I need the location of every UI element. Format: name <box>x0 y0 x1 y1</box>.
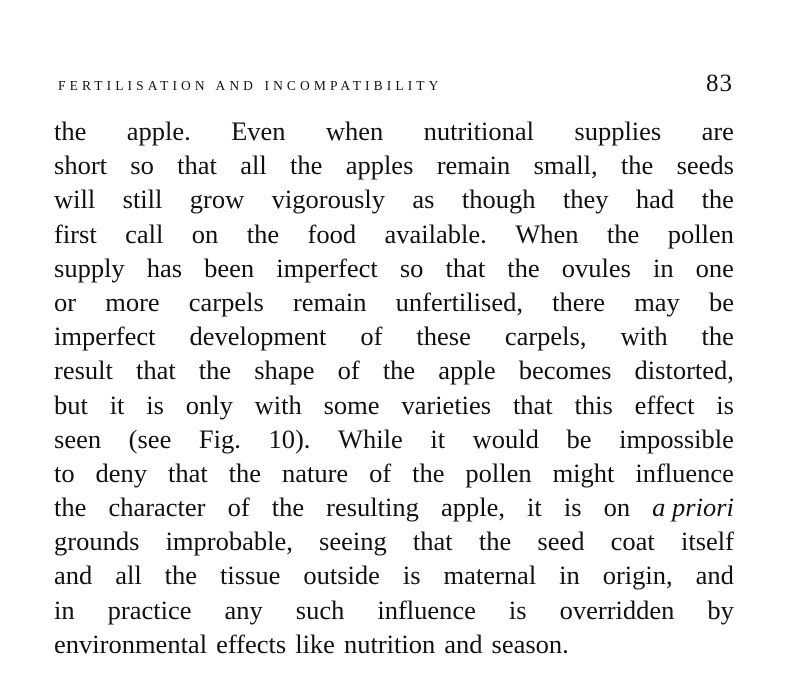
text-line <box>54 251 734 285</box>
word: the <box>412 457 445 488</box>
running-head <box>58 66 733 98</box>
word: when <box>325 116 384 146</box>
word: short <box>54 150 107 181</box>
text-line <box>54 593 734 627</box>
word: distorted, <box>634 355 734 386</box>
word: of <box>227 492 250 523</box>
word: that <box>412 526 453 557</box>
word: that <box>445 252 486 283</box>
word: and <box>444 628 483 659</box>
word: overridden <box>559 594 675 625</box>
text-line <box>54 182 734 216</box>
word: is <box>508 594 527 625</box>
text-line <box>54 319 734 353</box>
word: the <box>54 492 87 523</box>
word: be <box>566 423 592 454</box>
text-line <box>54 558 734 592</box>
word: one <box>695 252 734 283</box>
word: but <box>54 389 88 420</box>
text-line <box>54 353 734 387</box>
word: that <box>167 457 208 488</box>
word: grow <box>189 184 245 215</box>
word: the <box>290 150 323 181</box>
word: varieties <box>401 389 492 420</box>
word: with <box>620 321 668 352</box>
word: that <box>512 389 553 420</box>
text-line <box>54 148 734 182</box>
body-paragraph <box>54 114 734 661</box>
word: may <box>634 286 680 317</box>
word: origin, <box>602 560 673 591</box>
word: development <box>189 321 327 352</box>
word: any <box>224 594 263 625</box>
word: apple <box>438 355 496 386</box>
word: the <box>246 218 280 249</box>
word: so <box>399 252 424 283</box>
text-line <box>54 490 734 524</box>
word: grounds <box>54 526 140 557</box>
word: is <box>563 492 582 523</box>
word: tissue <box>220 560 281 591</box>
word: the <box>507 252 540 283</box>
word: seen <box>54 423 102 454</box>
word: the <box>620 150 654 181</box>
word: will <box>54 184 96 215</box>
word: in <box>54 594 75 625</box>
text-line <box>54 388 734 422</box>
word: the <box>271 492 305 523</box>
word: is <box>402 560 421 591</box>
word: seeing <box>319 526 387 557</box>
word: apples <box>345 150 414 181</box>
word: has <box>146 252 183 283</box>
word: would <box>472 423 539 454</box>
word: deny <box>95 457 148 488</box>
word: shape <box>254 355 315 386</box>
word: becomes <box>518 355 612 386</box>
word: or <box>54 286 77 317</box>
word: While <box>338 423 403 454</box>
word: all <box>240 150 267 181</box>
word: still <box>122 184 163 215</box>
word: by <box>707 594 734 625</box>
word: remain <box>436 150 511 181</box>
word: outside <box>303 560 380 591</box>
word: carpels <box>188 286 264 317</box>
word: that <box>135 355 176 386</box>
word: these <box>416 321 471 352</box>
word: had <box>635 184 675 215</box>
word: as <box>412 184 435 215</box>
word: are <box>701 116 734 146</box>
word: of <box>360 321 383 352</box>
word: apple, <box>440 492 505 523</box>
word: When <box>515 218 579 249</box>
word: small, <box>533 150 598 181</box>
word: the <box>382 355 416 386</box>
text-line <box>54 456 734 490</box>
word: is <box>146 389 164 420</box>
word: on <box>603 492 631 523</box>
word: only <box>185 389 233 420</box>
word: influence <box>377 594 476 625</box>
word: vigorously <box>271 184 386 215</box>
word: the <box>606 218 640 249</box>
word: the <box>701 321 734 352</box>
word: the <box>198 355 232 386</box>
word: though <box>461 184 536 215</box>
word: available. <box>384 218 487 249</box>
word: might <box>552 457 615 488</box>
word: season. <box>491 628 569 659</box>
word: seeds <box>676 150 734 181</box>
word: pollen <box>667 218 734 249</box>
word: supply <box>54 252 125 283</box>
word: to <box>54 457 75 488</box>
word: so <box>130 150 154 181</box>
page-number: 83 <box>706 70 733 97</box>
text-line <box>54 114 734 148</box>
word: that <box>177 150 217 181</box>
word: of <box>337 355 360 386</box>
word: imperfect <box>276 252 378 283</box>
word: imperfect <box>54 321 156 352</box>
word: influence <box>635 457 734 488</box>
word: effects <box>216 628 287 659</box>
word: supplies <box>574 116 662 146</box>
word: some <box>323 389 380 420</box>
word: the <box>164 560 198 591</box>
word: is <box>716 389 734 420</box>
word: carpels, <box>504 321 587 352</box>
word: itself <box>680 526 734 557</box>
word: the <box>228 457 262 488</box>
word: it <box>527 492 542 523</box>
word: Fig. <box>198 423 241 454</box>
word: they <box>562 184 609 215</box>
word: 10). <box>268 423 311 454</box>
word: all <box>115 560 142 591</box>
word: coat <box>610 526 655 557</box>
word: the <box>478 526 512 557</box>
word: resulting <box>326 492 419 523</box>
word: on <box>191 218 219 249</box>
word: nutritional <box>423 116 535 146</box>
word: the <box>54 116 87 146</box>
word: maternal <box>443 560 537 591</box>
word: remain <box>292 286 367 317</box>
word: this <box>574 389 613 420</box>
text-line <box>54 285 734 319</box>
word: food <box>307 218 357 249</box>
word: such <box>295 594 345 625</box>
word: of <box>369 457 392 488</box>
word: in <box>559 560 580 591</box>
word: environmental <box>54 628 208 659</box>
word: it <box>109 389 125 420</box>
text-line <box>54 524 734 558</box>
word: Even <box>231 116 286 146</box>
word: it <box>430 423 446 454</box>
word: with <box>254 389 302 420</box>
word: and <box>695 560 734 591</box>
text-line <box>54 627 734 661</box>
italic-phrase: a priori <box>652 492 734 523</box>
word: result <box>54 355 113 386</box>
word: character <box>108 492 206 523</box>
word: first <box>54 218 97 249</box>
word: practice <box>107 594 192 625</box>
word: nature <box>281 457 349 488</box>
text-line <box>54 422 734 456</box>
word: effect <box>634 389 695 420</box>
word: there <box>552 286 606 317</box>
word: apple. <box>126 116 191 146</box>
word: (see <box>128 423 172 454</box>
word: ovules <box>561 252 631 283</box>
text-line <box>54 217 734 251</box>
word: in <box>652 252 674 283</box>
word: impossible <box>619 423 734 454</box>
word: unfertilised, <box>395 286 523 317</box>
word: seed <box>537 526 585 557</box>
word: be <box>708 286 734 317</box>
word: been <box>204 252 255 283</box>
word: call <box>125 218 164 249</box>
word: the <box>701 184 734 215</box>
word: pollen <box>465 457 532 488</box>
word: improbable, <box>165 526 293 557</box>
word: nutrition <box>343 628 436 659</box>
word: like <box>295 628 335 659</box>
word: and <box>54 560 93 591</box>
running-title: FERTILISATION AND INCOMPATIBILITY <box>58 78 443 93</box>
word: more <box>105 286 160 317</box>
